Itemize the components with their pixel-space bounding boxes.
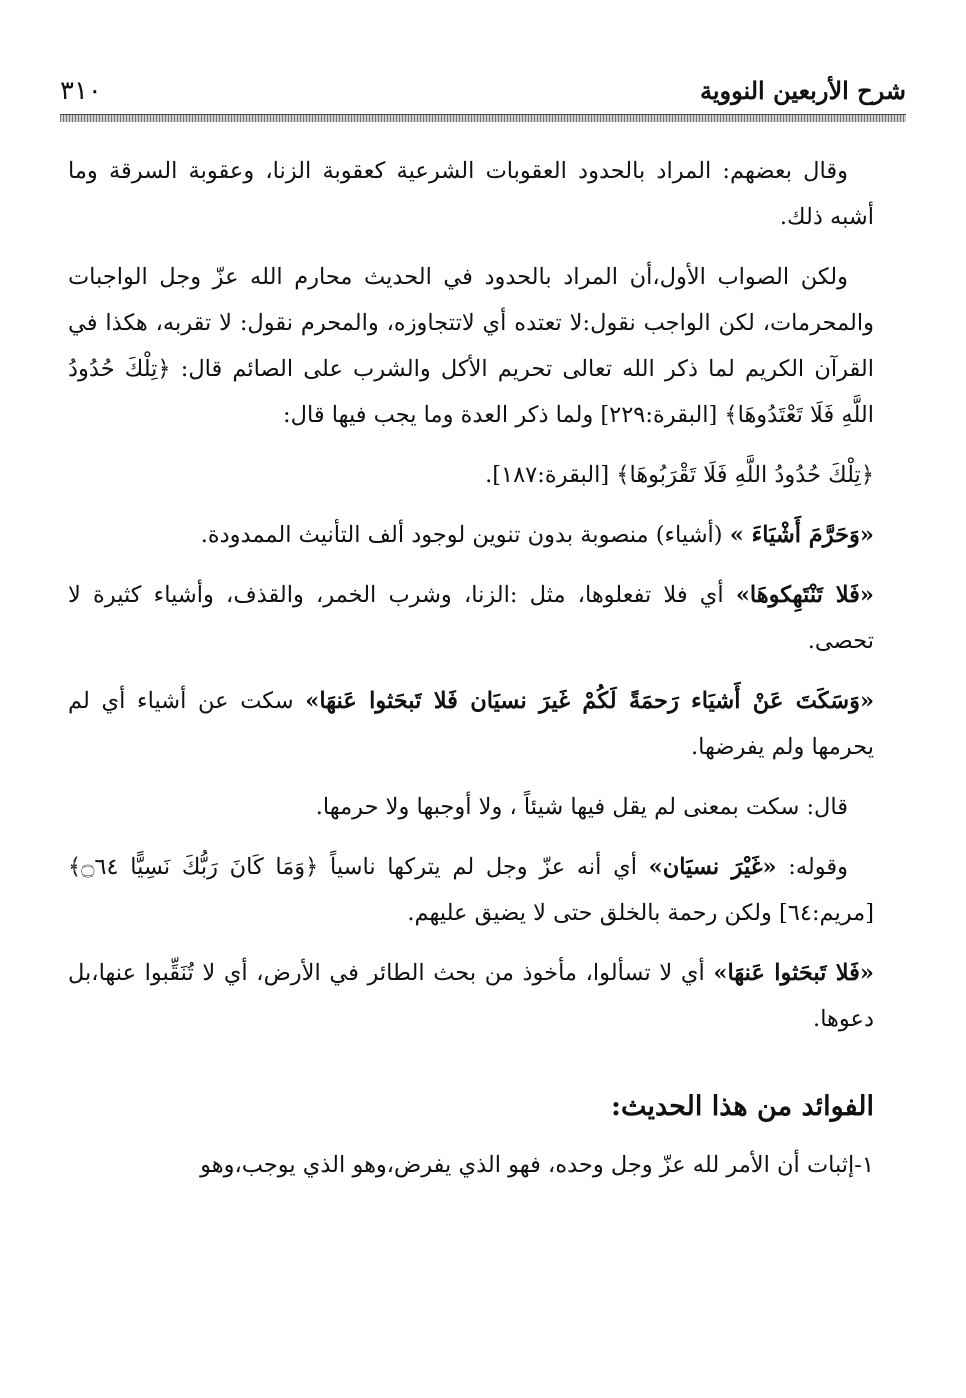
paragraph-1: وقال بعضهم: المراد بالحدود العقوبات الشرعية كعقوبة الزنا، وعقوبة السرقة وما أشبه ذلك. (68, 158, 874, 230)
hadith-phrase: «فَلا تَبحَثوا عَنهَا» (713, 960, 874, 986)
paragraph-8-text-b: أي أنه عزّ وجل لم يتركها ناسياً (318, 854, 637, 880)
paragraph-4 (68, 512, 874, 558)
paragraph-5 (68, 572, 874, 664)
page-header (60, 70, 906, 114)
paragraph-2 (68, 254, 874, 438)
header-rule (60, 114, 906, 122)
paragraph-9 (68, 950, 874, 1042)
paragraph-8-text-c: [مريم:٦٤] ولكن رحمة بالخلق حتى لا يضيق عليهم. (407, 900, 874, 926)
benefit-item-1: ١-إثبات أن الأمر لله عزّ وجل وحده، فهو الذي يفرض،وهو الذي يوجب،وهو (200, 1152, 874, 1178)
hadith-phrase: «فَلا تَنْتَهِكوهَا» (735, 582, 874, 608)
paragraph-4-text: (أشياء) منصوبة بدون تنوين لوجود ألف التأنيث الممدودة. (200, 522, 723, 548)
paragraph-2-text-a: ولكن الصواب الأول،أن المراد بالحدود في الحديث محارم الله عزّ وجل الواجبات والمحرمات، لكن الواجب نقول:لا تعتده أي لاتتجاوزه، والمحرم نقول: لا تقربه، هكذا في القرآن الكريم لما ذكر الله تعالى تحريم الأكل والشرب على الصائم قال: (68, 264, 874, 382)
paragraph-9-text: أي لا تسألوا، مأخوذ من بحث الطائر في الأرض، أي لا تُنَقِّبوا عنها،بل دعوها. (68, 960, 874, 1032)
page-number: ٣١٠ (60, 76, 102, 106)
hadith-phrase: «غَيْرَ نسيَان» (648, 854, 777, 880)
hadith-phrase: «وَحَرَّمَ أَشْيَاءَ » (729, 522, 874, 548)
paragraph-5-text: أي فلا تفعلوها، مثل :الزنا، وشرب الخمر، والقذف، وأشياء كثيرة لا تحصى. (68, 582, 874, 654)
verse-reference: [البقرة:١٨٧]. (485, 462, 610, 488)
paragraph-8-text-a: وقوله: (776, 854, 848, 880)
book-title: شرح الأربعين النووية (699, 76, 906, 105)
quran-verse-3: ﴿وَمَا كَانَ رَبُّكَ نَسِيًّا ۝٦٤﴾ (68, 854, 319, 880)
paragraph-8 (68, 844, 874, 936)
paragraph-6 (68, 678, 874, 770)
paragraph-7: قال: سكت بمعنى لم يقل فيها شيئاً ، ولا أوجبها ولا حرمها. (315, 794, 848, 820)
quran-verse-2: ﴿تِلْكَ حُدُودُ اللَّهِ فَلَا تَقْرَبُوهَا﴾ (616, 462, 874, 488)
page-body (68, 148, 874, 1202)
paragraph-6-text: سكت عن أشياء أي لم يحرمها ولم يفرضها. (68, 688, 874, 760)
quran-verse-1: ﴿تِلْكَ حُدُودُ اللَّهِ فَلَا تَعْتَدُوهَا﴾ (68, 356, 874, 428)
hadith-phrase: «وَسَكَتَ عَنْ أَشيَاء رَحمَةً لَكُمْ غَيرَ نسيَان فَلا تَبحَثوا عَنهَا» (305, 688, 875, 714)
paragraph-3 (68, 452, 874, 498)
paragraph-2-text-b: [البقرة:٢٢٩] ولما ذكر العدة وما يجب فيها قال: (283, 402, 718, 428)
section-heading: الفوائد من هذا الحديث: (611, 1091, 874, 1122)
